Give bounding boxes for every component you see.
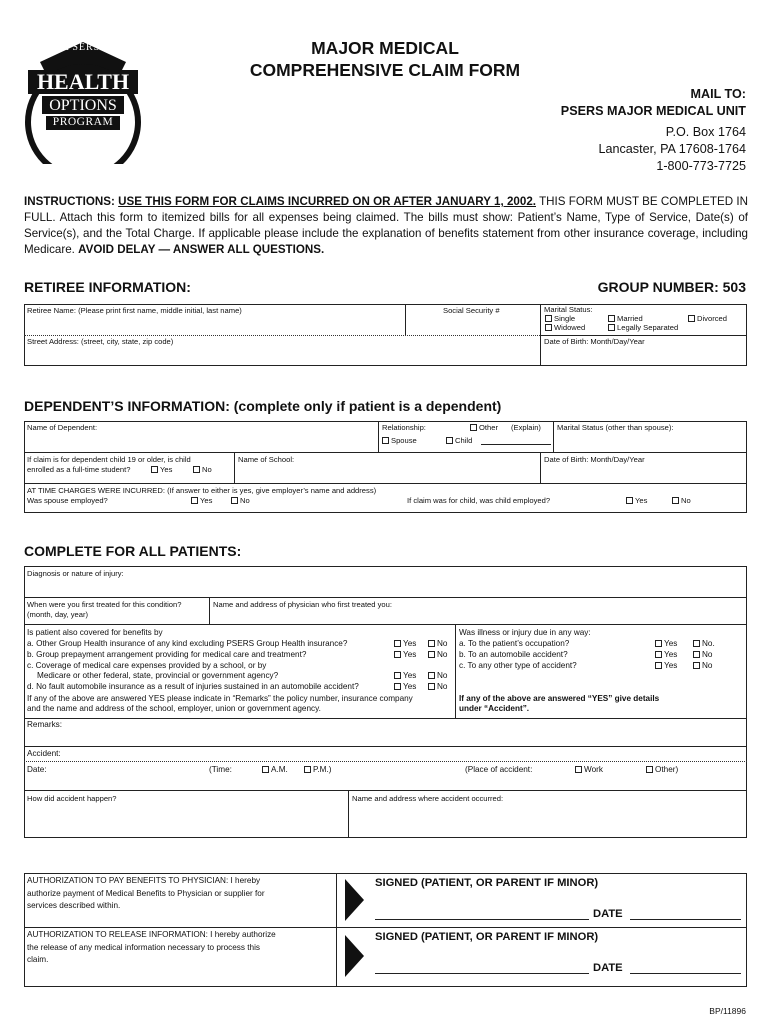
checkbox-icon — [545, 324, 552, 331]
instructions-underlined: USE THIS FORM FOR CLAIMS INCURRED ON OR AFTER JANUARY 1, 2002. — [118, 195, 536, 208]
injury-a-no[interactable]: No. — [693, 639, 715, 650]
checkbox-icon — [688, 315, 695, 322]
physician-field[interactable]: Name and address of physician who first treated you: — [213, 600, 392, 609]
relationship-spouse[interactable]: Spouse — [382, 436, 417, 446]
form-title — [190, 37, 580, 81]
relationship-other[interactable]: Other — [470, 423, 498, 433]
mail-to-block — [561, 86, 746, 175]
marital-status-label: Marital Status: — [544, 305, 593, 314]
injury-note-line2: under “Accident”. — [459, 704, 530, 713]
checkbox-icon — [646, 766, 653, 773]
checkbox-icon — [394, 640, 401, 647]
child-employed-no[interactable]: No — [672, 496, 691, 506]
accident-time-label: (Time: — [209, 765, 232, 774]
mail-to-po-box: P.O. Box 1764 — [665, 125, 746, 139]
checkbox-icon — [672, 497, 679, 504]
checkbox-icon — [608, 324, 615, 331]
checkbox-icon — [428, 651, 435, 658]
checkbox-icon — [693, 662, 700, 669]
spouse-employed-no[interactable]: No — [231, 496, 250, 506]
date-pay-label: DATE — [593, 908, 623, 920]
diagnosis-field[interactable]: Diagnosis or nature of injury: — [27, 569, 124, 578]
coverage-note-line2: and the name and address of the school, employer, union or government agency. — [27, 704, 321, 713]
dependent-dob-field[interactable]: Date of Birth: Month/Day/Year — [544, 455, 645, 464]
retiree-ssn-field[interactable]: Social Security # — [443, 306, 500, 315]
injury-b-yes[interactable]: Yes — [655, 650, 677, 661]
school-name-field[interactable]: Name of School: — [238, 455, 295, 464]
checkbox-icon — [693, 640, 700, 647]
injury-note-line1: If any of the above are answered “YES” give details — [459, 694, 660, 703]
coverage-a-no[interactable]: No — [428, 639, 447, 650]
spouse-employed-yes[interactable]: Yes — [191, 496, 212, 506]
marital-divorced[interactable]: Divorced — [688, 314, 727, 324]
marital-separated[interactable]: Legally Separated — [608, 323, 678, 333]
signature-pay-label: SIGNED (PATIENT, OR PARENT IF MINOR) — [375, 877, 599, 889]
accident-am[interactable]: A.M. — [262, 765, 288, 776]
accident-date-field[interactable]: Date: — [27, 765, 47, 774]
incurred-note: AT TIME CHARGES WERE INCURRED: (If answer to either is yes, give employer’s name and address) — [27, 486, 377, 495]
relationship-explain: (Explain) — [511, 423, 541, 432]
coverage-c-no[interactable]: No — [428, 671, 447, 682]
accident-place-work[interactable]: Work — [575, 765, 603, 776]
accident-place-label: (Place of accident: — [465, 765, 533, 774]
dependent-name-field[interactable]: Name of Dependent: — [27, 423, 98, 432]
accident-place-other[interactable]: Other) — [646, 765, 678, 776]
retiree-street-field[interactable]: Street Address: (street, city, state, zip code) — [27, 337, 174, 346]
mail-to-phone: 1-800-773-7725 — [656, 159, 746, 173]
accident-location-field[interactable]: Name and address where accident occurred: — [352, 794, 504, 803]
checkbox-icon — [231, 497, 238, 504]
injury-c-no[interactable]: No — [693, 661, 712, 672]
instructions-label: INSTRUCTIONS: — [24, 195, 115, 208]
accident-pm[interactable]: P.M.) — [304, 765, 332, 776]
checkbox-icon — [193, 466, 200, 473]
marital-widowed[interactable]: Widowed — [545, 323, 585, 333]
checkbox-icon — [655, 651, 662, 658]
first-treated-field[interactable]: When were you first treated for this condition? (month, day, year) — [27, 600, 182, 619]
injury-c-label: c. To any other type of accident? — [459, 661, 577, 670]
checkbox-icon — [446, 437, 453, 444]
arrow-right-icon — [345, 935, 364, 977]
all-patients-heading: COMPLETE FOR ALL PATIENTS: — [24, 543, 242, 559]
injury-b-no[interactable]: No — [693, 650, 712, 661]
coverage-d-label: d. No fault automobile insurance as a result of injuries sustained in an automobile accident? — [27, 682, 359, 691]
relationship-label: Relationship: — [382, 423, 426, 432]
spouse-employed-label: Was spouse employed? — [27, 496, 108, 505]
marital-single[interactable]: Single — [545, 314, 575, 324]
checkbox-icon — [394, 651, 401, 658]
checkbox-icon — [575, 766, 582, 773]
checkbox-icon — [655, 662, 662, 669]
form-title-line2: COMPREHENSIVE CLAIM FORM — [249, 60, 521, 80]
coverage-note-line1: If any of the above are answered YES please indicate in “Remarks” the policy number, insurance company — [27, 694, 413, 703]
signature-release-field[interactable] — [375, 973, 589, 974]
logo-options-text: OPTIONS — [49, 97, 117, 114]
how-accident-field[interactable]: How did accident happen? — [27, 794, 117, 803]
relationship-child[interactable]: Child — [446, 436, 472, 446]
coverage-b-label: b. Group prepayment arrangement providing for medical care and treatment? — [27, 650, 307, 659]
checkbox-icon — [382, 437, 389, 444]
student-question-line2: enrolled as a full-time student? — [27, 465, 131, 474]
student-no[interactable]: No — [193, 465, 212, 475]
child-employed-label: If claim was for child, was child employed? — [407, 496, 551, 505]
retiree-name-field[interactable]: Retiree Name: (Please print first name, middle initial, last name) — [27, 306, 242, 315]
instructions-avoid-delay: AVOID DELAY — ANSWER ALL QUESTIONS. — [78, 243, 325, 256]
coverage-a-label: a. Other Group Health insurance of any kind excluding PSERS Group Health insurance? — [27, 639, 348, 648]
other-coverage-label: Is patient also covered for benefits by — [27, 628, 163, 637]
checkbox-icon — [191, 497, 198, 504]
retiree-dob-field[interactable]: Date of Birth: Month/Day/Year — [544, 337, 645, 346]
checkbox-icon — [428, 640, 435, 647]
coverage-c-label-line1: c. Coverage of medical care expenses provided by a school, or by — [27, 661, 267, 670]
remarks-field[interactable]: Remarks: — [27, 720, 63, 729]
checkbox-icon — [693, 651, 700, 658]
injury-b-label: b. To an automobile accident? — [459, 650, 568, 659]
injury-a-yes[interactable]: Yes — [655, 639, 677, 650]
dependent-marital-field[interactable]: Marital Status (other than spouse): — [557, 423, 674, 432]
checkbox-icon — [428, 672, 435, 679]
checkbox-icon — [545, 315, 552, 322]
checkbox-icon — [655, 640, 662, 647]
logo-psers-text: PSERS — [65, 42, 101, 53]
coverage-b-yes[interactable]: Yes — [394, 650, 416, 661]
coverage-c-yes[interactable]: Yes — [394, 671, 416, 682]
child-employed-yes[interactable]: Yes — [626, 496, 647, 506]
arrow-right-icon — [345, 879, 364, 921]
date-pay-field[interactable] — [630, 919, 741, 920]
mail-to-label: MAIL TO: — [690, 87, 746, 101]
date-release-field[interactable] — [630, 973, 741, 974]
checkbox-icon — [608, 315, 615, 322]
checkbox-icon — [626, 497, 633, 504]
checkbox-icon — [394, 683, 401, 690]
injury-a-label: a. To the patient’s occupation? — [459, 639, 570, 648]
coverage-c-label-line2: Medicare or other federal, state, provincial or government agency? — [37, 671, 279, 680]
injury-label: Was illness or injury due in any way: — [459, 628, 591, 637]
injury-c-yes[interactable]: Yes — [655, 661, 677, 672]
coverage-a-yes[interactable]: Yes — [394, 639, 416, 650]
group-number: GROUP NUMBER: 503 — [597, 279, 746, 295]
dependent-heading: DEPENDENT’S INFORMATION: (complete only if patient is a dependent) — [24, 398, 502, 414]
auth-release-text: AUTHORIZATION TO RELEASE INFORMATION: I hereby authorize the release of any medical information necessary to process this claim. — [27, 930, 276, 965]
signature-pay-field[interactable] — [375, 919, 589, 920]
form-title-line1: MAJOR MEDICAL — [311, 38, 459, 58]
coverage-b-no[interactable]: No — [428, 650, 447, 661]
marital-married[interactable]: Married — [608, 314, 643, 324]
mail-to-city: Lancaster, PA 17608-1764 — [598, 142, 746, 156]
logo-health-text: HEALTH — [36, 69, 130, 94]
checkbox-icon — [470, 424, 477, 431]
instructions-body: THIS FORM MUST BE COMPLETED IN FULL. Attach this form to itemized bills for all expenses being claimed. The bills must show: Patient’s Name, Type of Service, Date(s) of Service(s), and the Total Charge. If applicable please include the explanation of benefits statement from other insurance coverage, including Medicare. — [24, 195, 748, 256]
checkbox-icon — [304, 766, 311, 773]
retiree-heading: RETIREE INFORMATION: — [24, 279, 191, 295]
auth-pay-text: AUTHORIZATION TO PAY BENEFITS TO PHYSICIAN: I hereby authorize payment of Medical Benefits to Physician or supplier for services described within. — [27, 876, 265, 911]
checkbox-icon — [428, 683, 435, 690]
student-yes[interactable]: Yes — [151, 465, 172, 475]
checkbox-icon — [262, 766, 269, 773]
instructions — [24, 194, 748, 258]
accident-label: Accident: — [27, 749, 61, 758]
checkbox-icon — [394, 672, 401, 679]
logo-program-text: PROGRAM — [52, 116, 114, 128]
form-code: BP/11896 — [709, 1006, 746, 1016]
mail-to-unit: PSERS MAJOR MEDICAL UNIT — [560, 104, 746, 118]
signature-release-label: SIGNED (PATIENT, OR PARENT IF MINOR) — [375, 931, 599, 943]
coverage-d-yes[interactable]: Yes — [394, 682, 416, 693]
checkbox-icon — [151, 466, 158, 473]
student-question-line1: If claim is for dependent child 19 or older, is child — [27, 455, 191, 464]
date-release-label: DATE — [593, 962, 623, 974]
coverage-d-no[interactable]: No — [428, 682, 447, 693]
